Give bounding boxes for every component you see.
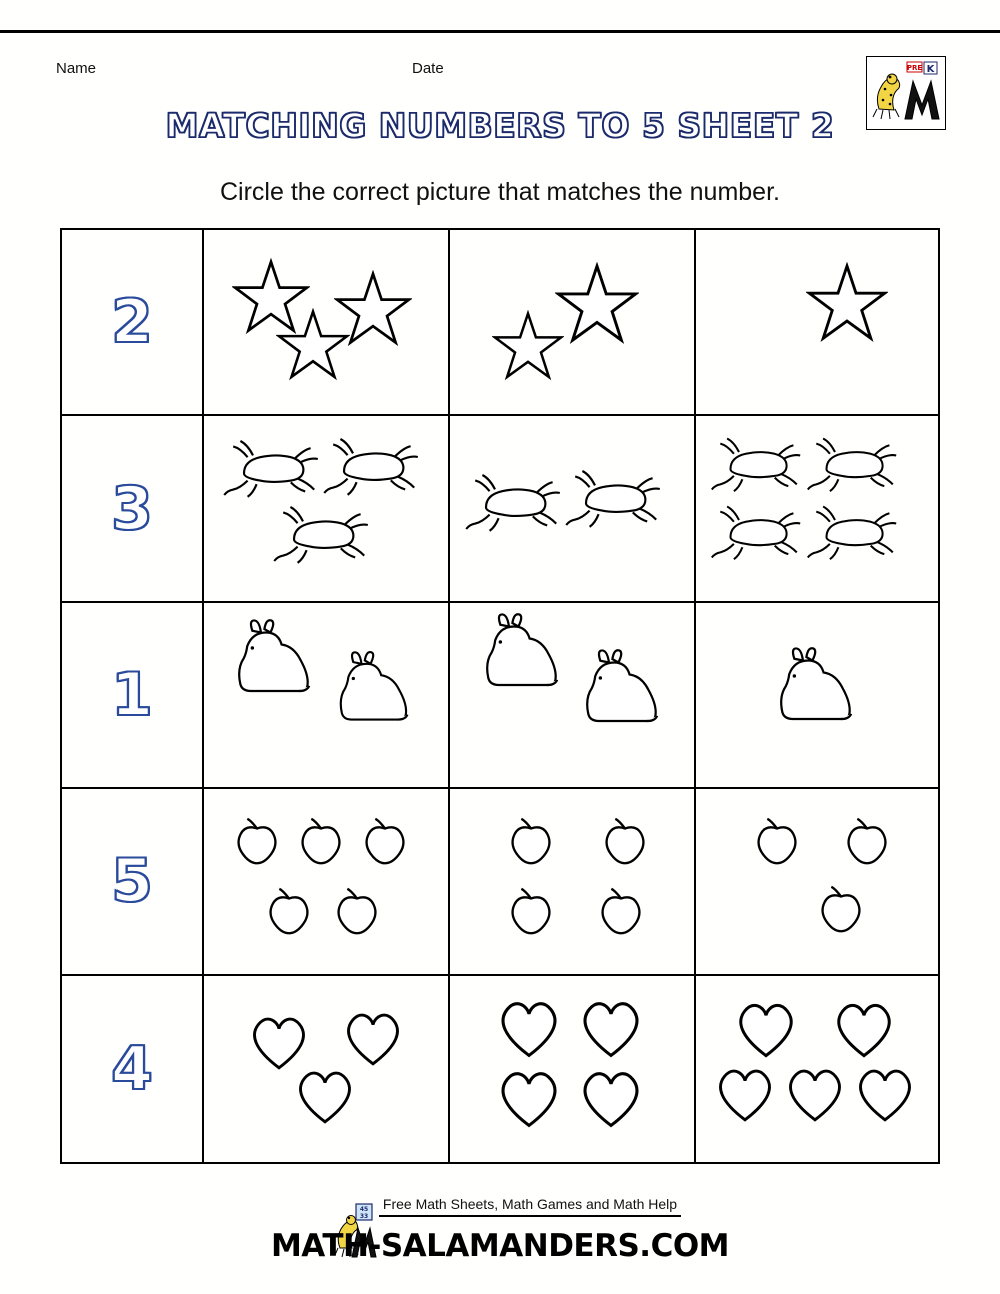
frog-group-3 [204, 416, 448, 600]
star-icon [806, 262, 888, 344]
star-icon [276, 308, 350, 382]
rabbit-group-2 [450, 603, 694, 787]
heart-icon [576, 994, 646, 1060]
apple-group-3 [696, 789, 938, 973]
frog-icon [704, 498, 808, 566]
option-cell[interactable] [696, 603, 938, 789]
frog-icon [800, 430, 904, 498]
heart-icon [494, 1064, 564, 1130]
star-icon [492, 310, 564, 382]
heart-group-5 [696, 976, 938, 1162]
top-divider [0, 30, 1000, 33]
row-number-cell [62, 789, 204, 975]
frog-icon [800, 498, 904, 566]
option-cell[interactable] [450, 789, 696, 975]
rabbit-icon [762, 645, 868, 731]
option-cell[interactable] [696, 976, 938, 1162]
option-cell[interactable] [450, 416, 696, 602]
heart-icon [576, 1064, 646, 1130]
heart-icon [712, 1062, 778, 1124]
footer-tagline-wrap [0, 1196, 1000, 1217]
star-icon [555, 262, 639, 346]
rabbit-icon [568, 647, 674, 733]
option-cell[interactable] [450, 976, 696, 1162]
heart-icon [494, 994, 564, 1060]
option-cell[interactable] [204, 976, 450, 1162]
option-cell[interactable] [204, 416, 450, 602]
heart-icon [830, 996, 898, 1060]
frog-group-2 [450, 416, 694, 600]
apple-icon [838, 813, 896, 871]
svg-text:33: 33 [359, 1213, 369, 1220]
rabbit-icon [322, 649, 424, 731]
heart-icon [340, 1006, 406, 1068]
name-label: Name [56, 60, 97, 77]
rabbit-icon [468, 611, 574, 697]
row-number: 2 [111, 287, 153, 358]
option-cell[interactable] [696, 789, 938, 975]
row-number: 3 [111, 473, 153, 544]
row-number-cell [62, 603, 204, 789]
svg-text:PRE: PRE [906, 64, 923, 72]
heart-icon [246, 1010, 312, 1072]
page-title: MATCHING NUMBERS TO 5 SHEET 2 [165, 106, 835, 145]
frog-icon [558, 462, 668, 534]
apple-icon [328, 883, 386, 941]
svg-text:45: 45 [359, 1206, 369, 1213]
frog-group-4 [696, 416, 938, 600]
worksheet-grid [60, 228, 940, 1164]
option-cell[interactable] [450, 230, 696, 416]
footer-tagline: Free Math Sheets, Math Games and Math Help [379, 1196, 681, 1217]
row-number-cell [62, 416, 204, 602]
option-cell[interactable] [204, 603, 450, 789]
apple-icon [596, 813, 654, 871]
option-cell[interactable] [204, 230, 450, 416]
instructions: Circle the correct picture that matches the number. [220, 178, 780, 206]
option-cell[interactable] [696, 416, 938, 602]
heart-group-4 [450, 976, 694, 1162]
apple-group-5 [204, 789, 448, 973]
star-group-2 [450, 230, 694, 414]
apple-icon [260, 883, 318, 941]
star-group-1 [696, 230, 938, 414]
heart-group-3 [204, 976, 448, 1162]
rabbit-group-2 [204, 603, 448, 787]
rabbit-icon [220, 617, 326, 703]
apple-icon [748, 813, 806, 871]
option-cell[interactable] [696, 230, 938, 416]
heart-icon [292, 1064, 358, 1126]
option-cell[interactable] [204, 789, 450, 975]
svg-text:K: K [926, 64, 935, 75]
frog-icon [266, 498, 376, 570]
row-number-cell [62, 976, 204, 1162]
apple-icon [592, 883, 650, 941]
star-group-3 [204, 230, 448, 414]
frog-icon [704, 430, 808, 498]
heart-icon [852, 1062, 918, 1124]
heart-icon [732, 996, 800, 1060]
option-cell[interactable] [450, 603, 696, 789]
frog-icon [316, 430, 426, 502]
apple-icon [502, 883, 560, 941]
date-label: Date [412, 60, 444, 77]
apple-icon [812, 881, 870, 939]
apple-group-4 [450, 789, 694, 973]
row-number: 1 [111, 659, 153, 730]
rabbit-group-1 [696, 603, 938, 787]
frog-icon [216, 432, 326, 504]
row-number-cell [62, 230, 204, 416]
apple-icon [292, 813, 350, 871]
apple-icon [356, 813, 414, 871]
apple-icon [502, 813, 560, 871]
row-number: 5 [111, 846, 153, 917]
apple-icon [228, 813, 286, 871]
footer-brand[interactable]: MATH-SALAMANDERS.COM [270, 1228, 730, 1264]
heart-icon [782, 1062, 848, 1124]
row-number: 4 [111, 1033, 153, 1104]
frog-icon [458, 466, 568, 538]
